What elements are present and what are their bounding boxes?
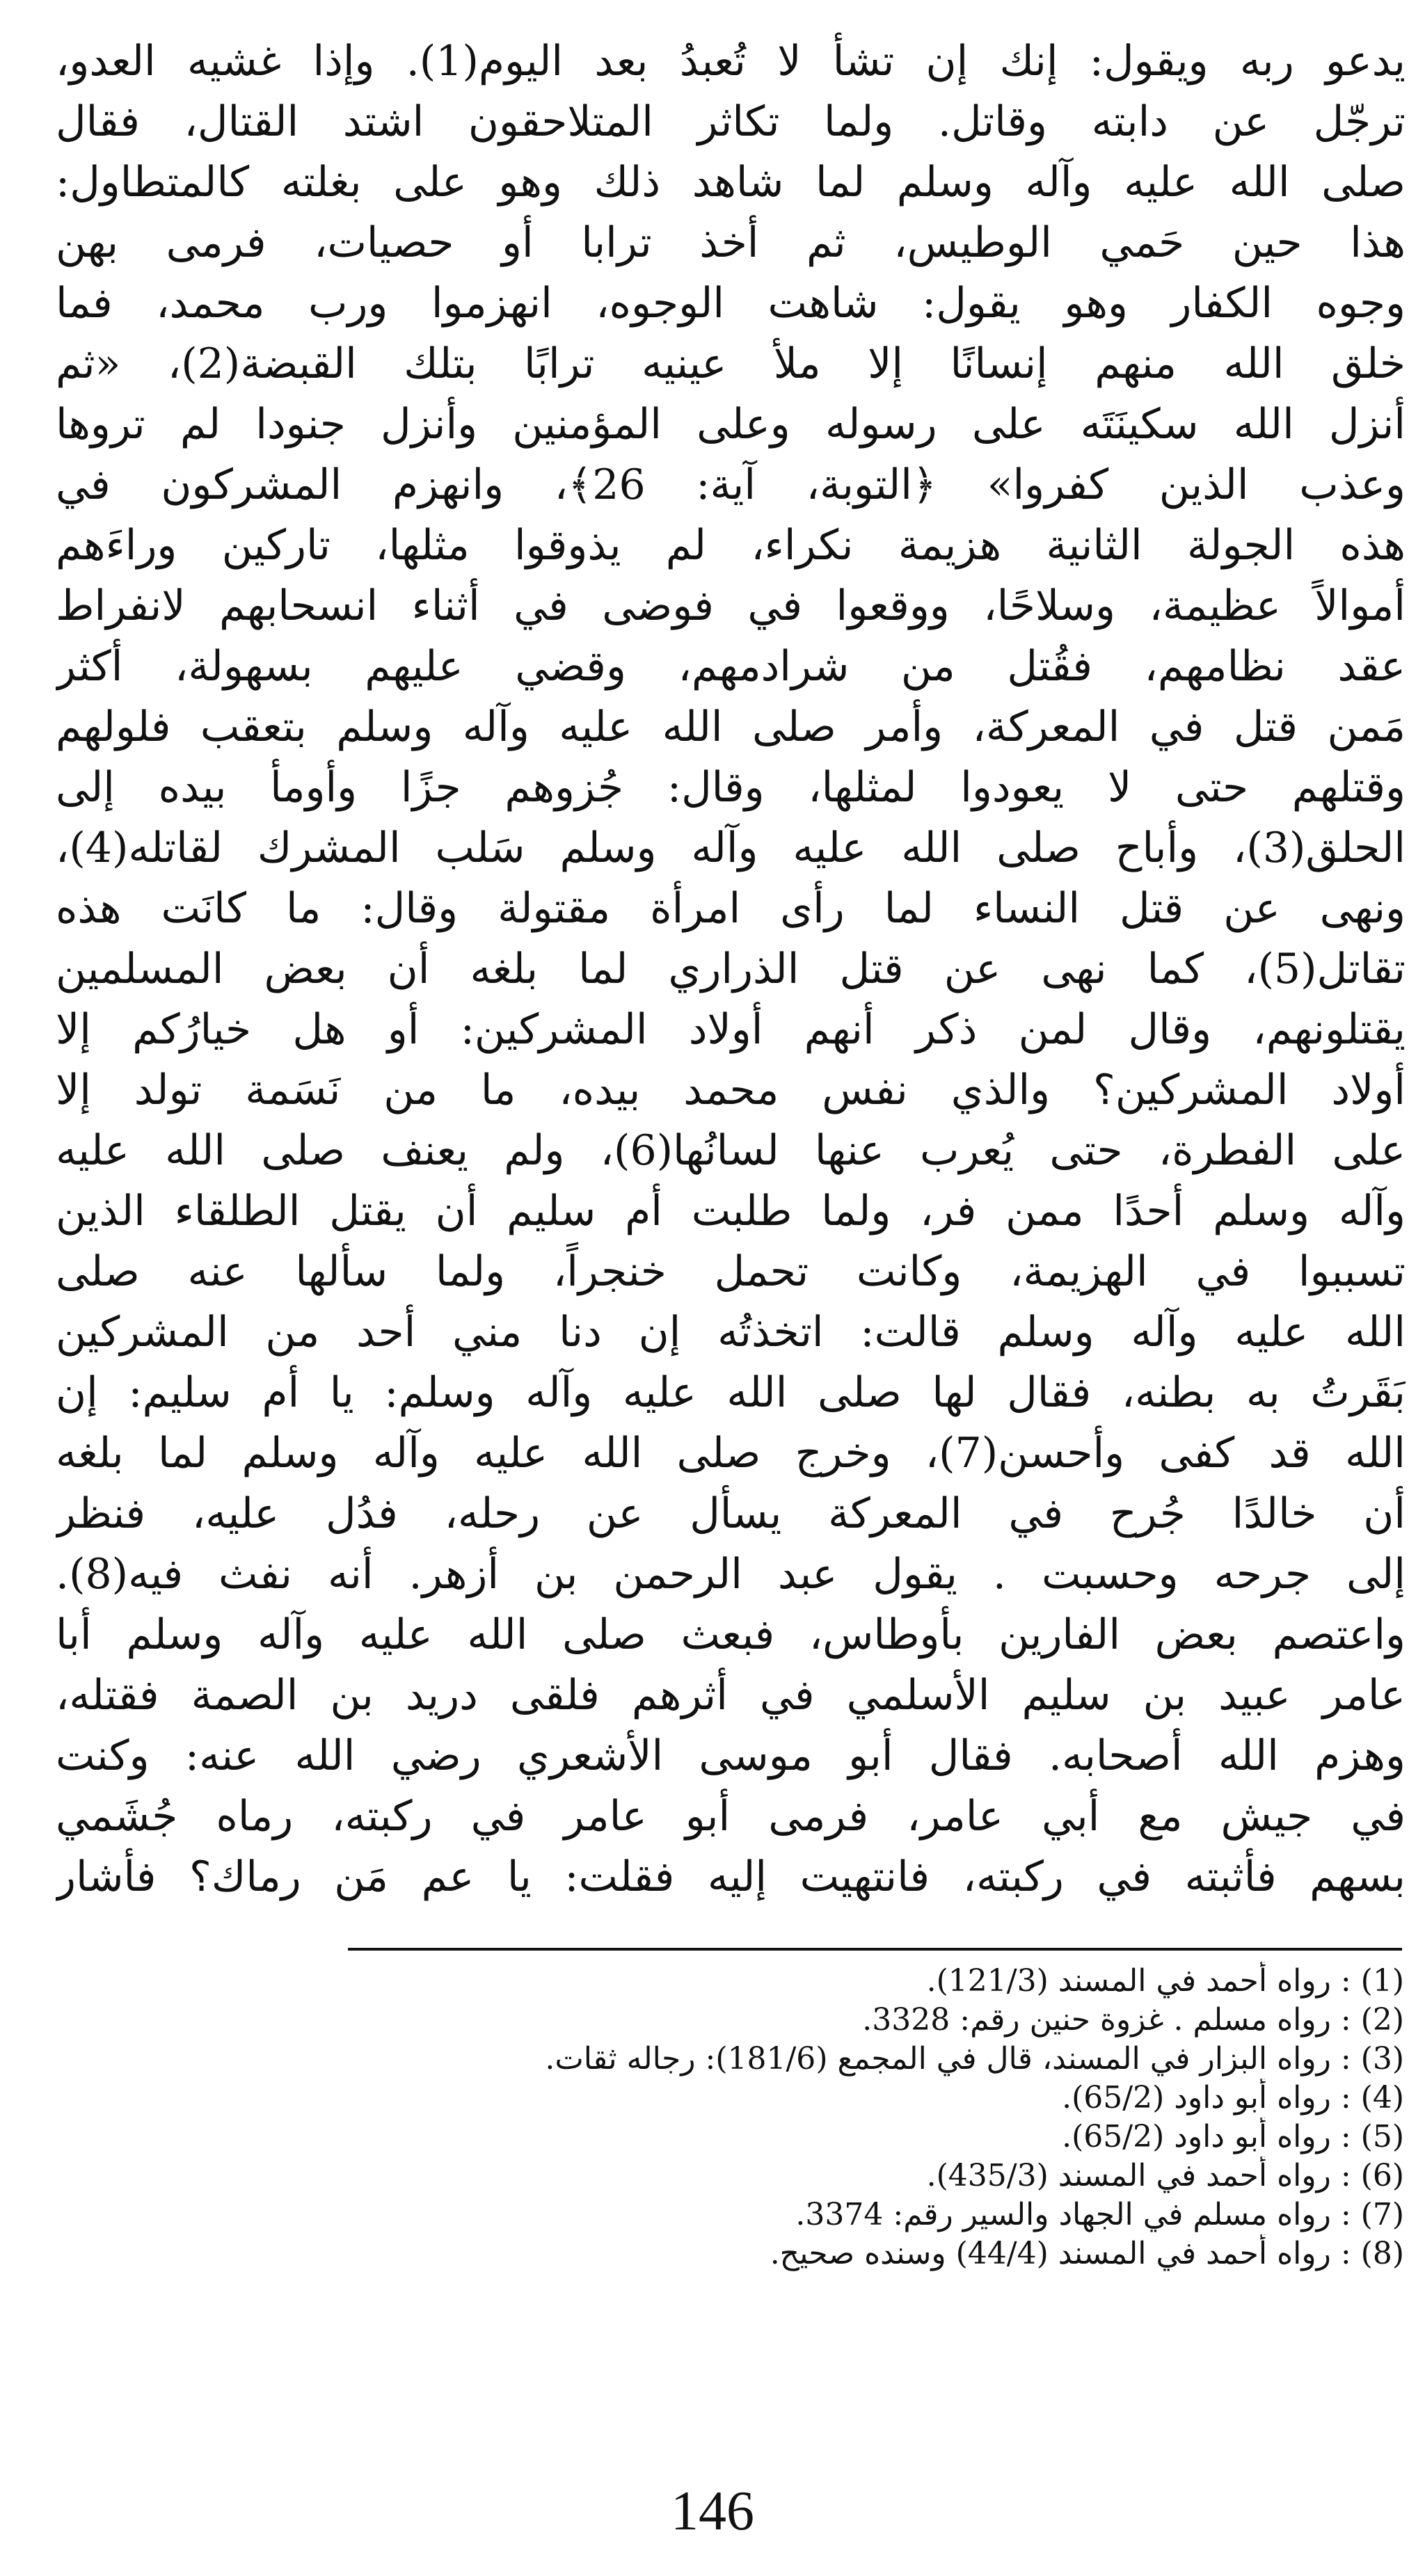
text-line: يقتلونهم، وقال لمن ذكر أنهم أولاد المشركين: أو هل خيارُكم إلا bbox=[56, 1005, 1406, 1054]
text-line: إلى جرحه وحسبت . يقول عبد الرحمن بن أزهر. أنه نفث فيه(8). bbox=[56, 1550, 1406, 1599]
text-line: خلق الله منهم إنسانًا إلا ملأ عينيه ترابًا بتلك القبضة(2)، «ثم bbox=[56, 339, 1406, 388]
text-line: تقاتل(5)، كما نهى عن قتل الذراري لما بلغه أن بعض المسلمين bbox=[56, 945, 1406, 993]
text-line: في جيش مع أبي عامر، فرمى أبو عامر في ركبته، رماه جُشَمي bbox=[56, 1792, 1406, 1841]
page-number: 146 bbox=[671, 2481, 754, 2542]
text-line: بَقَرتُ به بطنه، فقال لها صلى الله عليه وآله وسلم: يا أم سليم: إن bbox=[56, 1368, 1406, 1417]
text-line: تسببوا في الهزيمة، وكانت تحمل خنجراً، ولما سألها عنه صلى bbox=[56, 1247, 1406, 1296]
footnote-separator bbox=[348, 1948, 1402, 1951]
text-line: وآله وسلم أحدًا ممن فر، ولما طلبت أم سليم أن يقتل الطلقاء الذين bbox=[56, 1187, 1406, 1235]
footnote: (7) : رواه مسلم في الجهاد والسير رقم: 3374. bbox=[795, 2197, 1404, 2232]
text-line: هذه الجولة الثانية هزيمة نكراء، لم يذوقوا مثلها، تاركين وراءَهم bbox=[56, 521, 1406, 570]
text-line: يدعو ربه ويقول: إنك إن تشأ لا تُعبدُ بعد اليوم(1). وإذا غشيه العدو، bbox=[56, 37, 1406, 86]
footnote: (3) : رواه البزار في المسند، قال في المجمع (181/6): رجاله ثقات. bbox=[545, 2041, 1404, 2077]
footnote: (8) : رواه أحمد في المسند (44/4) وسنده صحيح. bbox=[770, 2236, 1404, 2271]
footnote: (1) : رواه أحمد في المسند (121/3). bbox=[926, 1963, 1404, 1999]
text-line: أن خالدًا جُرح في المعركة يسأل عن رحله، فدُل عليه، فنظر bbox=[56, 1489, 1406, 1538]
text-line: واعتصم بعض الفارين بأوطاس، فبعث صلى الله عليه وآله وسلم أبا bbox=[56, 1610, 1406, 1659]
text-line: وقتلهم حتى لا يعودوا لمثلها، وقال: جُزوهم جزًا وأومأ بيده إلى bbox=[56, 763, 1406, 812]
text-line: الله عليه وآله وسلم قالت: اتخذتُه إن دنا مني أحد من المشركين bbox=[56, 1308, 1406, 1357]
text-line: أموالاً عظيمة، وسلاحًا، ووقعوا في فوضى في أثناء انسحابهم لانفراط bbox=[56, 582, 1406, 630]
footnote: (4) : رواه أبو داود (65/2). bbox=[1062, 2080, 1404, 2115]
text-line: عقد نظامهم، فقُتل من شرادمهم، وقضي عليهم بسهولة، أكثر bbox=[56, 642, 1406, 691]
text-line: وجوه الكفار وهو يقول: شاهت الوجوه، انهزموا ورب محمد، فما bbox=[56, 279, 1406, 328]
footnote: (6) : رواه أحمد في المسند (435/3). bbox=[926, 2158, 1404, 2193]
text-line: صلى الله عليه وآله وسلم لما شاهد ذلك وهو على بغلته كالمتطاول: bbox=[56, 158, 1406, 207]
text-line: الحلق(3)، وأباح صلى الله عليه وآله وسلم سَلب المشرك لقاتله(4)، bbox=[56, 824, 1406, 872]
text-line: بسهم فأثبته في ركبته، فانتهيت إليه فقلت: يا عم مَن رماك؟ فأشار bbox=[56, 1853, 1406, 1901]
text-line: على الفطرة، حتى يُعرب عنها لسانُها(6)، ولم يعنف صلى الله عليه bbox=[56, 1126, 1406, 1175]
text-line: ترجّل عن دابته وقاتل. ولما تكاثر المتلاحقون اشتد القتال، فقال bbox=[56, 97, 1406, 146]
text-line: مَمن قتل في المعركة، وأمر صلى الله عليه وآله وسلم بتعقب فلولهم bbox=[56, 703, 1406, 751]
text-line: وهزم الله أصحابه. فقال أبو موسى الأشعري رضي الله عنه: وكنت bbox=[56, 1731, 1406, 1780]
text-line: أولاد المشركين؟ والذي نفس محمد بيده، ما من نَسَمة تولد إلا bbox=[56, 1066, 1406, 1114]
text-line: الله قد كفى وأحسن(7)، وخرج صلى الله عليه وآله وسلم لما بلغه bbox=[56, 1429, 1406, 1478]
text-line: هذا حين حَمي الوطيس، ثم أخذ ترابا أو حصيات، فرمى بهن bbox=[56, 218, 1406, 267]
text-line: أنزل الله سكينَتَه على رسوله وعلى المؤمنين وأنزل جنودا لم تروها bbox=[56, 400, 1406, 449]
text-line: ونهى عن قتل النساء لما رأى امرأة مقتولة وقال: ما كانَت هذه bbox=[56, 884, 1406, 933]
footnote: (2) : رواه مسلم . غزوة حنين رقم: 3328. bbox=[862, 2002, 1404, 2038]
footnote: (5) : رواه أبو داود (65/2). bbox=[1062, 2119, 1404, 2154]
text-line: وعذب الذين كفروا» ﴿التوبة، آية: 26﴾، وانهزم المشركون في bbox=[56, 461, 1406, 509]
text-line: عامر عبيد بن سليم الأسلمي في أثرهم فلقى دريد بن الصمة فقتله، bbox=[56, 1671, 1406, 1720]
